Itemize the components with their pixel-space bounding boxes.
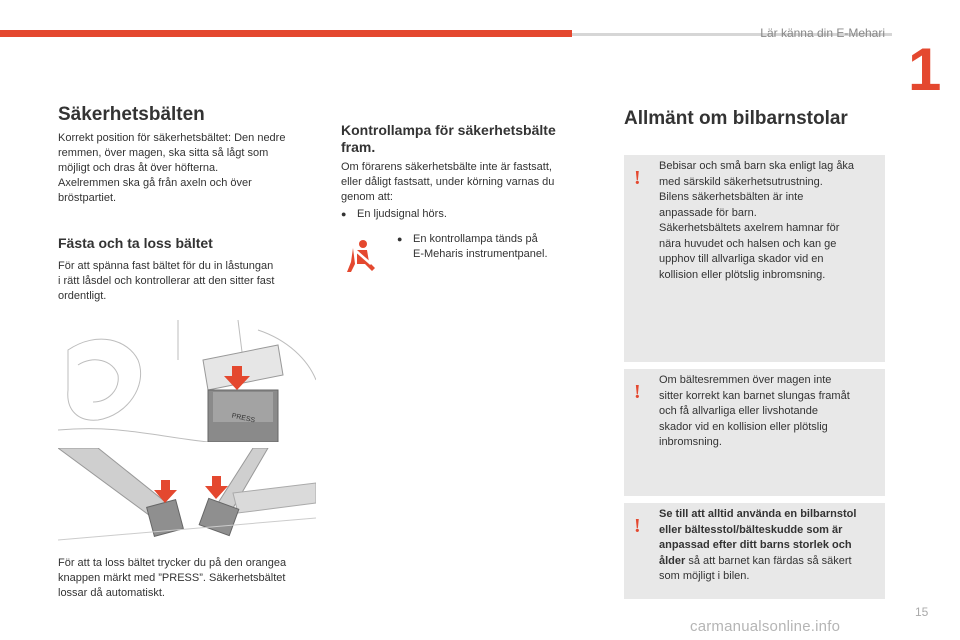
child-seats-title: Allmänt om bilbarnstolar bbox=[624, 108, 848, 129]
watermark: carmanualsonline.info bbox=[690, 618, 841, 635]
header-title: Lär känna din E-Mehari bbox=[760, 26, 885, 40]
warning-lamp-title: Kontrollampa för säkerhetsbälte fram. bbox=[341, 122, 556, 155]
chapter-number: 1 bbox=[908, 36, 942, 103]
warning-lamp-intro: Om förarens säkerhetsbälte inte är fastsatt, eller dåligt fastsatt, under körning varnas du genom att: bbox=[341, 161, 555, 203]
buckle-label: PRESS bbox=[230, 412, 256, 425]
seatbelt-warning-icon bbox=[343, 238, 379, 274]
page-number: 15 bbox=[915, 605, 929, 619]
buckle-release-illustration bbox=[58, 448, 316, 548]
exclamation-icon: ! bbox=[634, 167, 641, 189]
buckle-insert-illustration bbox=[58, 320, 316, 442]
exclamation-icon: ! bbox=[634, 381, 641, 403]
bullet-sound-signal: ● En ljudsignal hörs. bbox=[341, 207, 602, 222]
warning-box-2 bbox=[624, 369, 885, 496]
fasten-text: För att spänna fast bältet för du in låstungan i rätt låsdel och kontrollerar att den sitter fast ordentligt. bbox=[58, 260, 275, 302]
bullet-warning-lamp: ● En kontrollampa tänds på E-Meharis instrumentpanel. bbox=[397, 232, 613, 262]
warning-text-2: Om bältesremmen över magen inte sitter korrekt kan barnet slungas framåt och få allvarliga eller livshotande skador vid en kollision eller plötslig inbromsning. bbox=[659, 374, 850, 448]
warning-text-1: Bebisar och små barn ska enligt lag åka med särskild säkerhetsutrustning. Bilens säkerhetsbälten är inte anpassade för barn. Säkerhetsbältets axelrem hamnar för nära huvudet och halsen och kan ge upphov till allvarliga skador vid en kollision eller plötslig inbromsning. bbox=[659, 160, 855, 281]
seatbelts-title: Säkerhetsbälten bbox=[58, 104, 205, 125]
header-red-bar bbox=[0, 30, 572, 37]
seatbelt-intro-text: Korrekt position för säkerhetsbältet: Den nedre remmen, över magen, ska sitta så lågt som möjligt och dras åt över höfterna. Axelremmen ska gå från axeln och över bröstpartiet. bbox=[58, 132, 286, 204]
warning-box-3 bbox=[624, 503, 885, 599]
warning-text-3: Se till att alltid använda en bilbarnstol eller bältesstol/bälteskudde som är anpassad efter ditt barns storlek och ålder så att barnet kan färdas så säkert som möjligt i bilen. bbox=[659, 508, 857, 582]
exclamation-icon: ! bbox=[634, 515, 641, 537]
fasten-release-title: Fästa och ta loss bältet bbox=[58, 235, 213, 251]
release-text: För att ta loss bältet trycker du på den orangea knappen märkt med ”PRESS”. Säkerhetsbältet lossar då automatiskt. bbox=[58, 557, 287, 599]
warning-box-1 bbox=[624, 155, 885, 362]
